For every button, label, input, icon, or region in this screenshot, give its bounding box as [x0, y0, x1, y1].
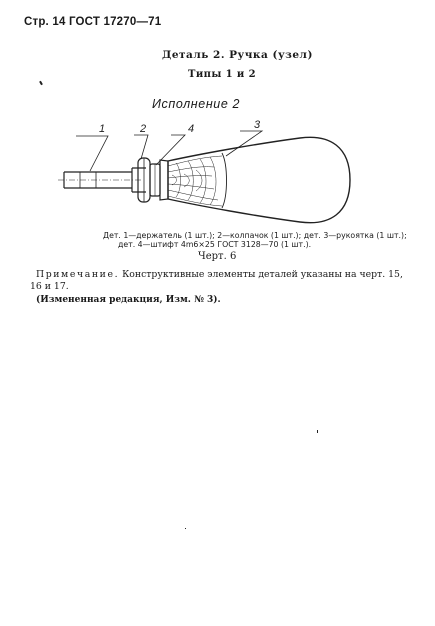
variant-title: Исполнение 2: [152, 97, 241, 111]
scan-mark: [317, 430, 318, 433]
handle-body: [168, 137, 350, 222]
note-continuation: 16 и 17.: [30, 281, 69, 292]
types-title: Типы 1 и 2: [188, 69, 256, 80]
parts-caption-line2: дет. 4—штифт 4m6×25 ГОСТ 3128—70 (1 шт.).: [118, 240, 312, 249]
callout-3: 3: [254, 119, 261, 131]
amendment-note: (Измененная редакция, Изм. № 3).: [36, 295, 221, 305]
callout-4: 4: [188, 123, 195, 135]
page-header: Стр. 14 ГОСТ 17270—71: [24, 16, 162, 28]
figure-label: Черт. 6: [198, 251, 237, 262]
parts-caption-line1: Дет. 1—держатель (1 шт.); 2—колпачок (1 шт.); дет. 3—рукоятка (1 шт.);: [103, 231, 407, 240]
note-label: Примечание.: [36, 269, 120, 280]
detail-title: Деталь 2. Ручка (узел): [162, 49, 313, 61]
callout-2: 2: [140, 123, 147, 135]
handle-assembly-drawing: [0, 0, 435, 240]
callout-1: 1: [99, 123, 106, 135]
note-text: Конструктивные элементы деталей указаны на черт. 15,: [119, 269, 403, 280]
note-paragraph: [36, 269, 403, 280]
scan-mark: [185, 528, 186, 529]
